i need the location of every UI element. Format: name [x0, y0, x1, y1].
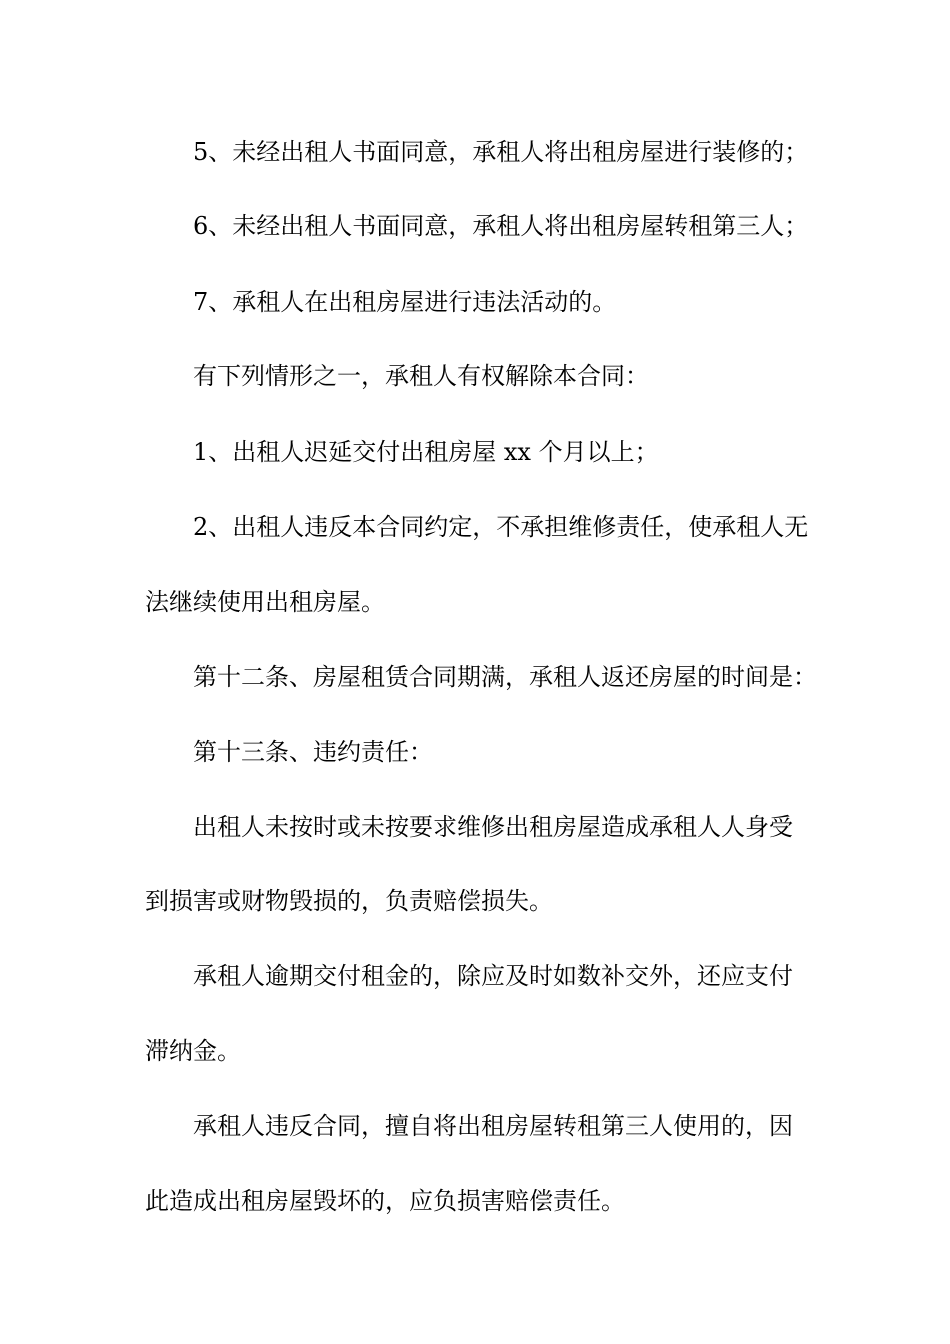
clause-line-7: 7、承租人在出租房屋进行违法活动的。 — [193, 288, 617, 316]
article-13-heading: 第十三条、违约责任： — [193, 738, 433, 766]
liability-para-3-line-2: 此造成出租房屋毁坏的，应负损害赔偿责任。 — [145, 1187, 625, 1215]
tenant-clause-line-1: 1、出租人迟延交付出租房屋 xx 个月以上； — [193, 438, 659, 466]
article-12-line: 第十二条、房屋租赁合同期满，承租人返还房屋的时间是： — [193, 663, 817, 691]
tenant-termination-heading: 有下列情形之一，承租人有权解除本合同： — [193, 362, 649, 390]
liability-para-2-line-2: 滞纳金。 — [145, 1037, 241, 1065]
tenant-clause-line-2: 2、出租人违反本合同约定，不承担维修责任，使承租人无 — [193, 513, 809, 541]
liability-para-2-line-1: 承租人逾期交付租金的，除应及时如数补交外，还应支付 — [193, 962, 793, 990]
liability-para-3-line-1: 承租人违反合同，擅自将出租房屋转租第三人使用的，因 — [193, 1112, 793, 1140]
clause-line-5: 5、未经出租人书面同意，承租人将出租房屋进行装修的； — [193, 138, 809, 166]
clause-line-6: 6、未经出租人书面同意，承租人将出租房屋转租第三人； — [193, 212, 809, 240]
liability-para-1-line-1: 出租人未按时或未按要求维修出租房屋造成承租人人身受 — [193, 813, 793, 841]
liability-para-1-line-2: 到损害或财物毁损的，负责赔偿损失。 — [145, 887, 553, 915]
tenant-clause-line-2-cont: 法继续使用出租房屋。 — [145, 588, 385, 616]
